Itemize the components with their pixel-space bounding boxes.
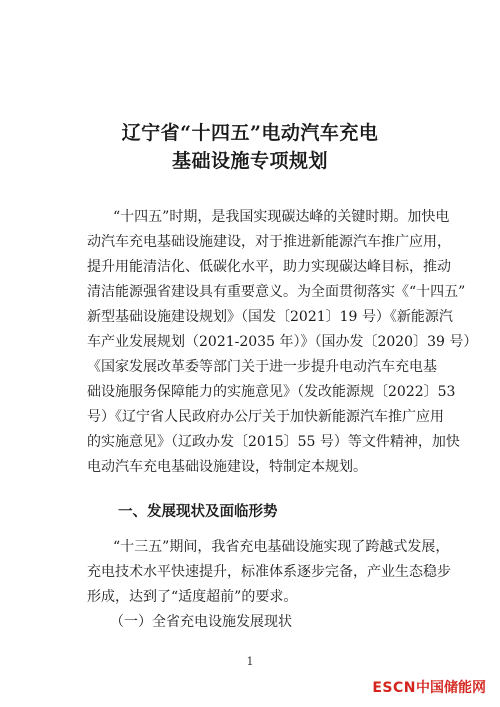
section-1-line-2: 充电技术水平快速提升，标准体系逐步完备，产业生态稳步 [87, 564, 451, 580]
intro-line-8: 础设施服务保障能力的实施意见》（发改能源规〔2022〕53 [87, 384, 456, 400]
intro-line-1: “十四五”时期，是我国实现碳达峰的关键时期。加快电 [113, 209, 450, 225]
section-1-heading: 一、发展现状及面临形势 [118, 503, 278, 520]
document-title-line-1: 辽宁省“十四五”电动汽车充电 [121, 122, 379, 144]
intro-line-6: 车产业发展规划（2021-2035 年）》（国办发〔2020〕39 号） [87, 334, 478, 350]
intro-line-10: 的实施意见》（辽政办发〔2015〕55 号）等文件精神，加快 [87, 434, 460, 450]
intro-line-9: 号）《辽宁省人民政府办公厅关于加快新能源汽车推广应用 [87, 409, 444, 425]
watermark-site-name: 中国储能网 [416, 680, 486, 696]
intro-line-7: 《国家发展改革委等部门关于进一步提升电动汽车充电基 [87, 359, 437, 375]
intro-line-4: 清洁能源强省建设具有重要意义。为全面贯彻落实《“十四五” [87, 284, 466, 300]
intro-line-11: 电动汽车充电基础设施建设，特制定本规划。 [87, 459, 367, 475]
intro-line-2: 动汽车充电基础设施建设，对于推进新能源汽车推广应用， [87, 234, 451, 250]
document-title-line-2: 基础设施专项规划 [171, 150, 328, 172]
intro-line-5: 新型基础设施建设规划》（国发〔2021〕19 号）《新能源汽 [87, 309, 453, 325]
section-1-line-1: “十三五”期间，我省充电基础设施实现了跨越式发展， [113, 539, 450, 555]
intro-line-3: 提升用能清洁化、低碳化水平，助力实现碳达峰目标，推动 [87, 259, 451, 275]
subsection-1-heading: （一）全省充电设施发展现状 [110, 614, 292, 630]
page-number: 1 [246, 655, 254, 668]
watermark-escn: ESCN [372, 680, 416, 696]
section-1-line-3: 形成，达到了“适度超前”的要求。 [87, 589, 298, 605]
watermark-logo [372, 677, 486, 697]
